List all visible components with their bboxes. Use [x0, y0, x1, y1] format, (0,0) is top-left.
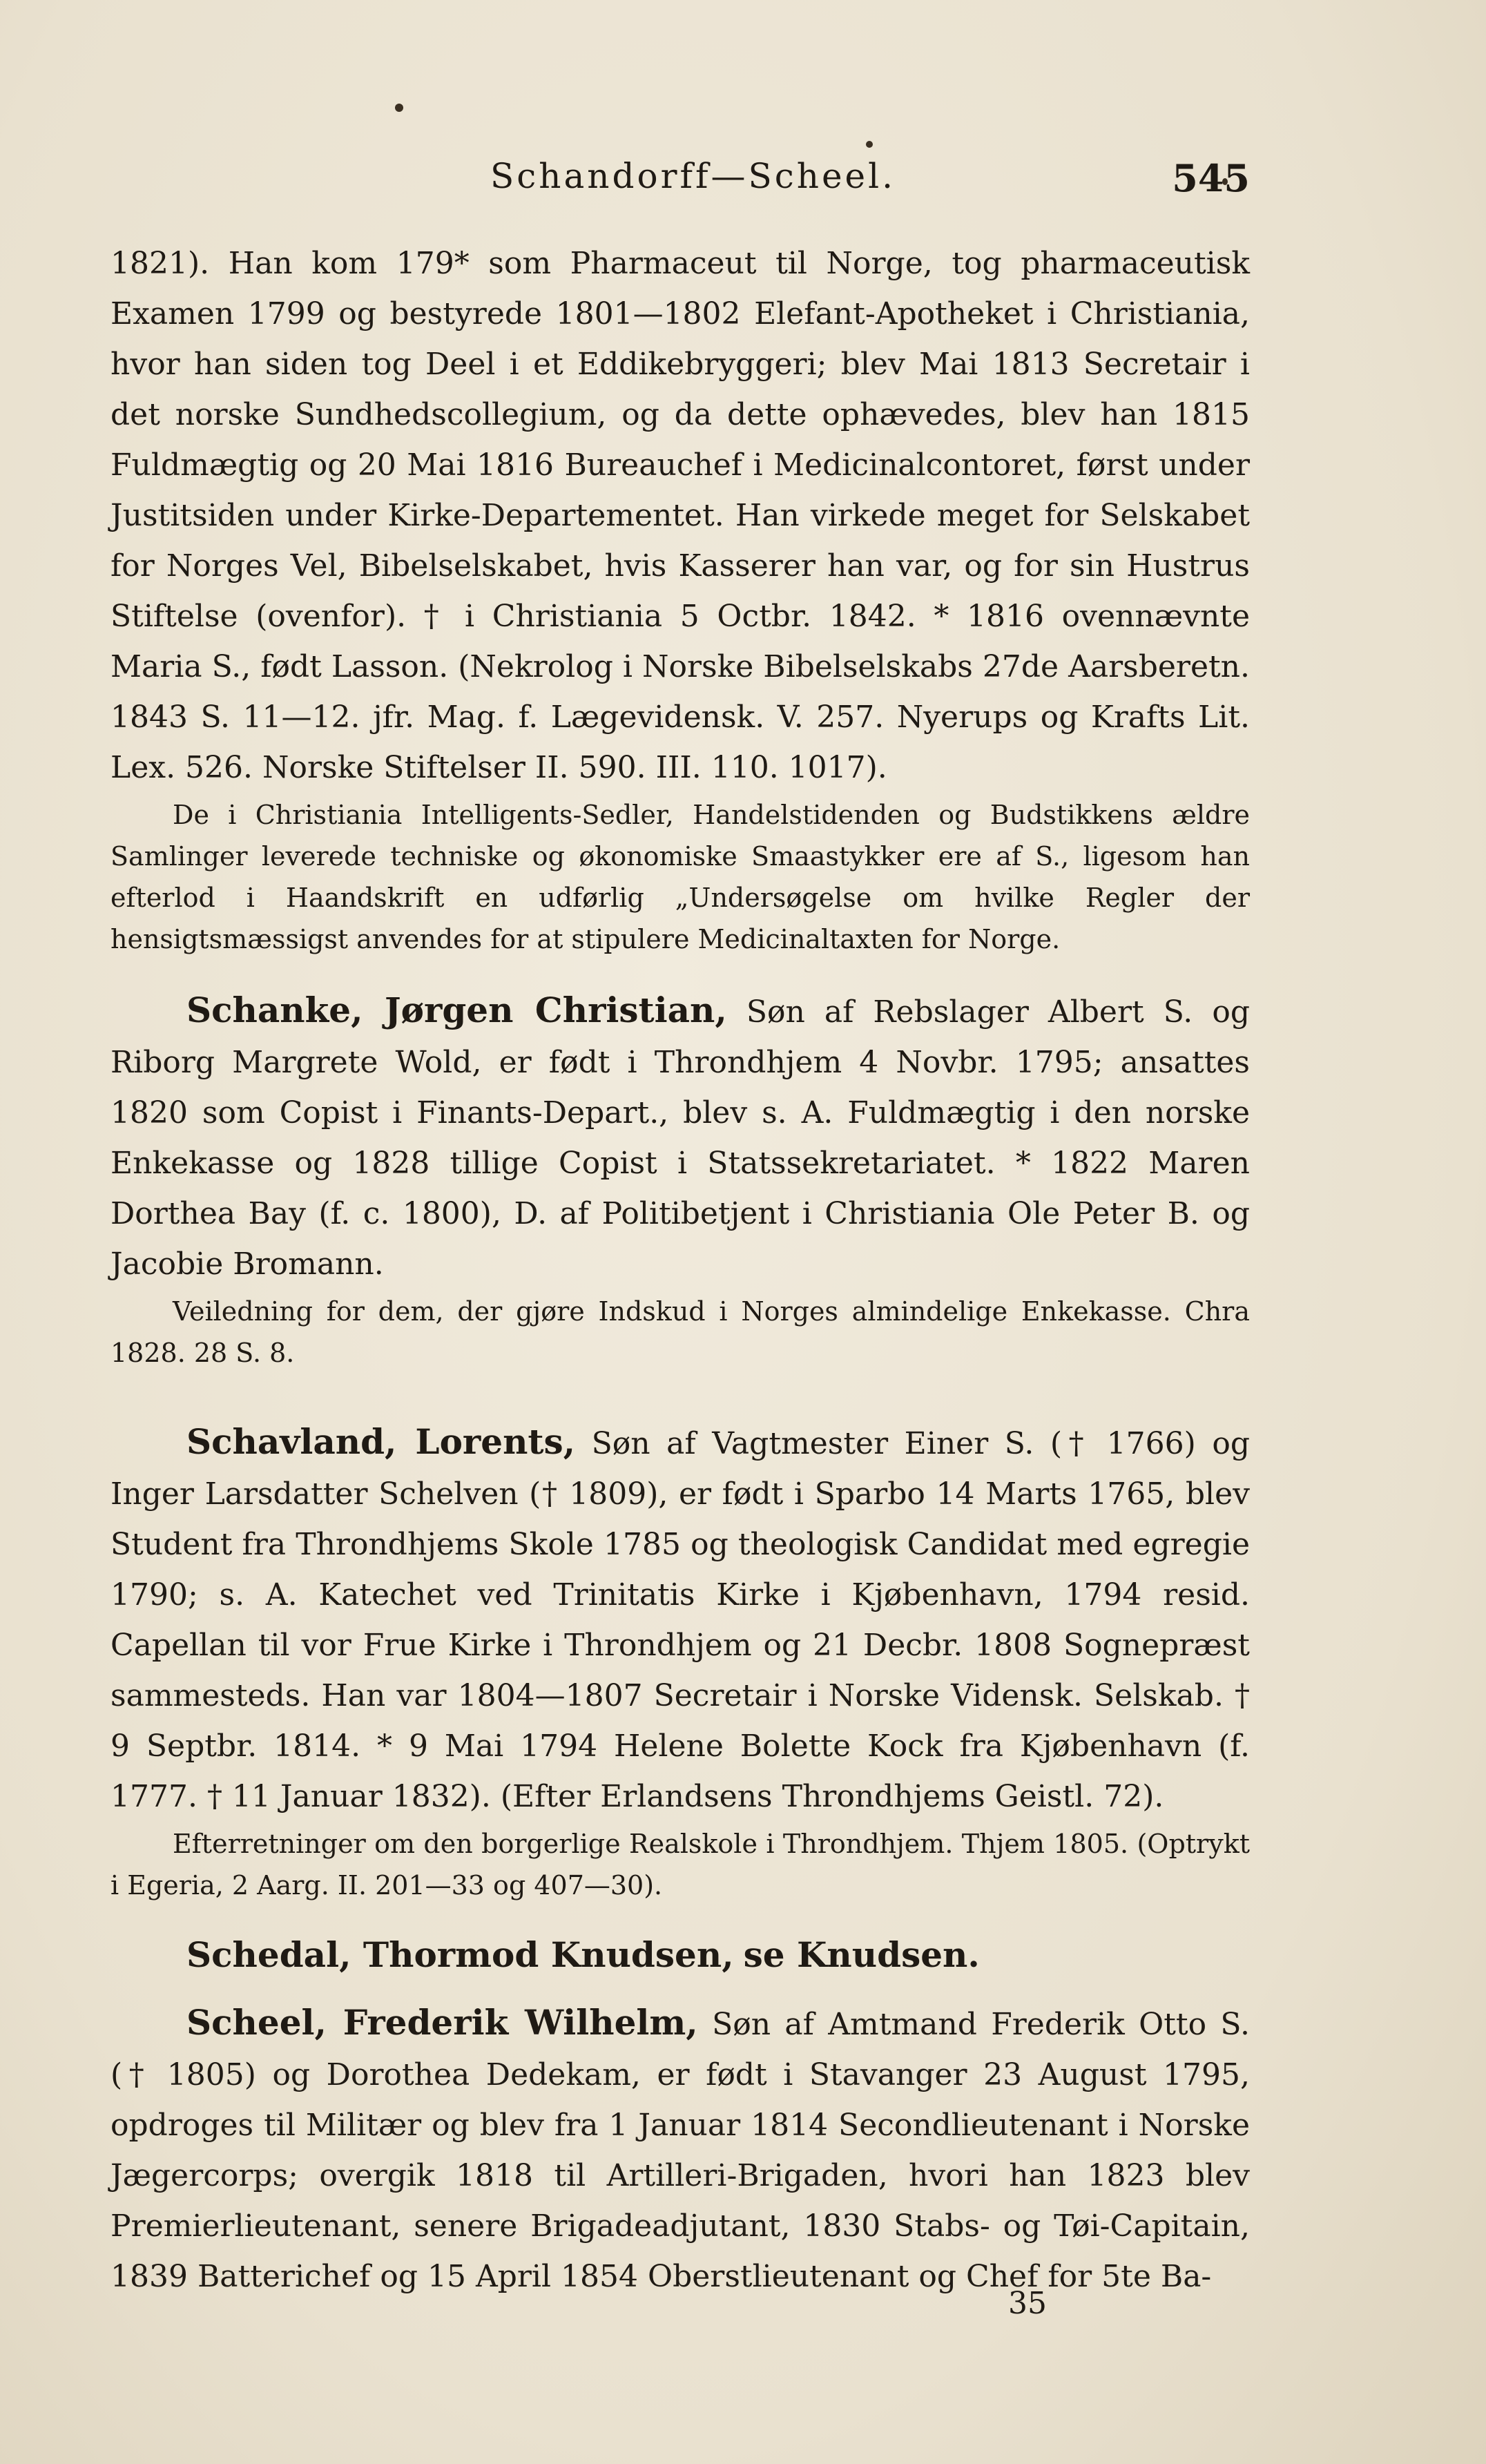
entry-scheel: [110, 1997, 1250, 2302]
signature-mark: 35: [1008, 2286, 1047, 2321]
bibliography-note: Veiledning for dem, der gjøre Indskud i Norges almindelige Enkekasse. Chra 1828. 28 S. 8.: [110, 1296, 1250, 1368]
entry-text: Søn af Amtmand Frederik Otto S. († 1805) og Dorothea Dedekam, er født i Stavanger 23 August 1795, opdroges til Militær og blev fra 1 Januar 1814 Secondlieutenant i Norske Jægercorps; overgik 1818 til Artilleri-Brigaden, hvori han 1823 blev Premierlieutenant, senere Brigadeadjutant, 1830 Stabs- og Tøi-Capitain, 1839 Batterichef og 15 April 1854 Oberstlieutenant og Chef for 5te Ba-: [110, 2007, 1250, 2294]
entry-schedal: [110, 1929, 1250, 1982]
entry-headword: Schavland, Lorents,: [186, 1421, 576, 1462]
ink-speck: [866, 141, 873, 148]
entry-headword: Schedal, Thormod Knudsen,: [186, 1934, 734, 1975]
bibliography-note: Efterretninger om den borgerlige Realskole i Throndhjem. Thjem 1805. (Optrykt i Egeria, 2 Aarg. II. 201—33 og 407—30).: [110, 1829, 1250, 1900]
continuation-paragraph: 1821). Han kom 179* som Pharmaceut til Norge, tog pharmaceutisk Examen 1799 og bestyrede 1801—1802 Elefant-Apotheket i Christiania, hvor han siden tog Deel i et Eddikebryggeri; blev Mai 1813 Secretair i det norske Sundhedscollegium, og da dette ophævedes, blev han 1815 Fuldmægtig og 20 Mai 1816 Bureauchef i Medicinalcontoret, først under Justitsiden under Kirke-Departementet. Han virkede meget for Selskabet for Norges Vel, Bibelselskabet, hvis Kasserer han var, og for sin Hustrus Stiftelse (ovenfor). † i Christiania 5 Octbr. 1842. * 1816 ovennævnte Maria S., født Lasson. (Nekrolog i Norske Bibelselskabs 27de Aarsberetn. 1843 S. 11—12. jfr. Mag. f. Lægevidensk. V. 257. Nyerups og Krafts Lit. Lex. 526. Norske Stiftelser II. 590. III. 110. 1017).: [110, 246, 1250, 785]
ink-speck: [395, 104, 403, 112]
entry-text: Søn af Vagtmester Einer S. († 1766) og Inger Larsdatter Schelven († 1809), er født i Sparbo 14 Marts 1765, blev Student fra Throndhjems Skole 1785 og theologisk Candidat med egregie 1790; s. A. Katechet ved Trinitatis Kirke i Kjøbenhavn, 1794 resid. Capellan til vor Frue Kirke i Throndhjem og 21 Decbr. 1808 Sognepræst sammesteds. Han var 1804—1807 Secretair i Norske Vidensk. Selskab. † 9 Septbr. 1814. * 9 Mai 1794 Helene Bolette Kock fra Kjøbenhavn (f. 1777. † 11 Januar 1832). (Efter Erlandsens Throndhjems Geistl. 72).: [110, 1426, 1250, 1814]
running-head: Schandorff—Scheel.: [490, 156, 896, 196]
page-header: [110, 156, 1250, 204]
entry-schavland: [110, 1416, 1250, 1906]
page-number: 545: [1172, 156, 1250, 200]
entry-headword: Schanke, Jørgen Christian,: [186, 990, 727, 1030]
entry-headword: Scheel, Frederik Wilhelm,: [186, 2002, 698, 2043]
bibliography-note: De i Christiania Intelligents-Sedler, Handelstidenden og Budstikkens ældre Samlinger leverede techniske og økonomiske Smaastykker ere af S., ligesom han efterlod i Haandskrift en udførlig „Undersøgelse om hvilke Regler der hensigtsmæssigst anvendes for at stipulere Medicinaltaxten for Norge.: [110, 800, 1250, 954]
entry-schanke: [110, 985, 1250, 1374]
entry-text: Søn af Rebslager Albert S. og Riborg Margrete Wold, er født i Throndhjem 4 Novbr. 1795; ansattes 1820 som Copist i Finants-Depart., blev s. A. Fuldmægtig i den norske Enkekasse og 1828 tillige Copist i Statssekretariatet. * 1822 Maren Dorthea Bay (f. c. 1800), D. af Politibetjent i Christiania Ole Peter B. og Jacobie Bromann.: [110, 994, 1250, 1282]
text-column: [110, 238, 1250, 2302]
cross-reference: se Knudsen.: [743, 1934, 980, 1975]
